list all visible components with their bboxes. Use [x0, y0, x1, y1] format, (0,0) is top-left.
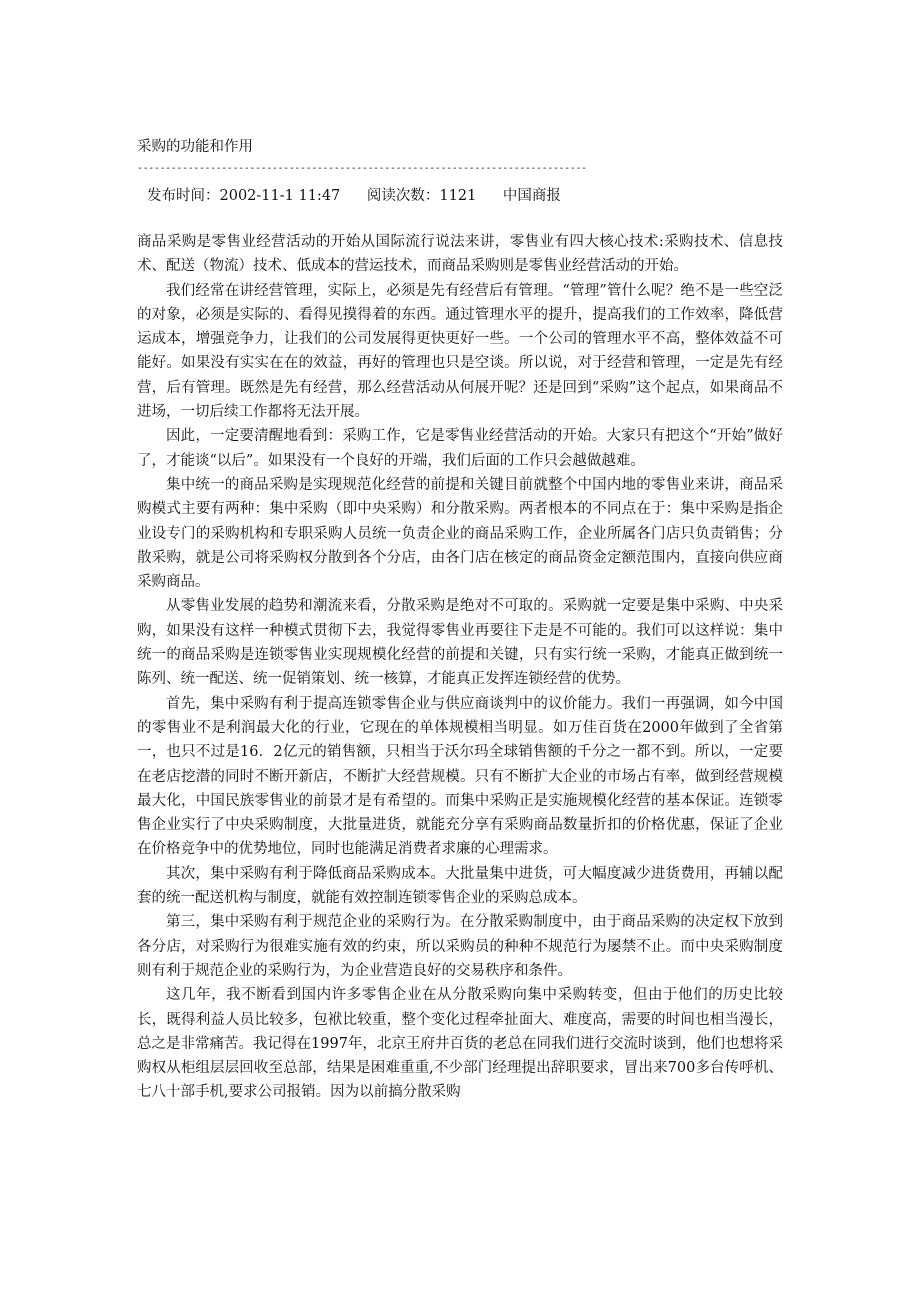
paragraph: 因此，一定要清醒地看到：采购工作，它是零售业经营活动的开始。大家只有把这个“开始”做好了，才能谈“以后”。如果没有一个良好的开端，我们后面的工作只会越做越难。: [137, 428, 783, 469]
publish-time: 发布时间：2002-11-1 11:47: [147, 188, 341, 204]
article-body: [137, 230, 783, 1105]
paragraph: 其次，集中采购有利于降低商品采购成本。大批量集中进货，可大幅度减少进货费用，再辅以配套的统一配送机构与制度，就能有效控制连锁零售企业的采购总成本。: [137, 865, 783, 907]
paragraph: 我们经常在讲经营管理，实际上，必须是先有经营后有管理。“管理”管什么呢？绝不是一些空泛的对象，必须是实际的、看得见摸得着的东西。通过管理水平的提升，提高我们的工作效率，降低营运成本，增强竞争力，让我们的公司发展得更快更好一些。一个公司的管理水平不高，整体效益不可能好。如果没有实实在在的效益，再好的管理也只是空谈。所以说，对于经营和管理，一定是先有经营，后有管理。既然是先有经营，那么经营活动从何展开呢？还是回到“采购”这个起点，如果商品不进场，一切后续工作都将无法开展。: [137, 282, 783, 421]
read-count: 阅读次数：1121: [366, 188, 477, 204]
paragraph: 集中统一的商品采购是实现规范化经营的前提和关键目前就整个中国内地的零售业来讲，商品采购模式主要有两种：集中采购（即中央采购）和分散采购。两者根本的不同点在于：集中采购是指企业设专门的采购机构和专职采购人员统一负责企业的商品采购工作，企业所属各门店只负责销售；分散采购，就是公司将采购权分散到各个分店，由各门店在核定的商品资金定额范围内，直接向供应商采购商品。: [137, 476, 783, 591]
article-source: 中国商报: [502, 188, 561, 204]
paragraph: 这几年，我不断看到国内许多零售企业在从分散采购向集中采购转变，但由于他们的历史比较长，既得利益人员比较多，包袱比较重，整个变化过程牵扯面大、难度高，需要的时间也相当漫长，总之是非常痛苦。我记得在1997年，北京王府井百货的老总在同我们进行交流时谈到，他们也想将采购权从柜组层层回收至总部，结果是困难重重,不少部门经理提出辞职要求，冒出来700多台传呼机、七八十部手机,要求公司报销。因为以前搞分散采购: [137, 987, 783, 1101]
article-meta: [147, 185, 583, 207]
paragraph: 商品采购是零售业经营活动的开始从国际流行说法来讲，零售业有四大核心技术:采购技术、信息技术、配送（物流）技术、低成本的营运技术，而商品采购则是零售业经营活动的开始。: [137, 234, 783, 275]
paragraph: 从零售业发展的趋势和潮流来看，分散采购是绝对不可取的。采购就一定要是集中采购、中央采购，如果没有这样一种模式贯彻下去，我觉得零售业再要往下走是不可能的。我们可以这样说：集中统一的商品采购是连锁零售业实现规模化经营的前提和关键，只有实行统一采购，才能真正做到统一陈列、统一配送、统一促销策划、统一核算，才能真正发挥连锁经营的优势。: [137, 598, 783, 688]
paragraph: 第三，集中采购有利于规范企业的采购行为。在分散采购制度中，由于商品采购的决定权下放到各分店，对采购行为很难实施有效的约束，所以采购员的种种不规范行为屡禁不止。而中央采购制度则有利于规范企业的采购行为，为企业营造良好的交易秩序和条件。: [137, 914, 783, 979]
article-title: 采购的功能和作用: [137, 139, 253, 155]
paragraph: 首先，集中采购有利于提高连锁零售企业与供应商谈判中的议价能力。我们一再强调，如今中国的零售业不是利润最大化的行业，它现在的单体规模相当明显。如万佳百货在2000年做到了全省第一，也只不过是16．2亿元的销售额，只相当于沃尔玛全球销售额的千分之一都不到。所以，一定要在老店挖潜的同时不断开新店，不断扩大经营规模。只有不断扩大企业的市场占有率，做到经营规模最大化，中国民族零售业的前景才是有希望的。而集中采购正是实施规模化经营的基本保证。连锁零售企业实行了中央采购制度，大批量进货，就能充分享有采购商品数量折扣的价格优惠，保证了企业在价格竞争中的优势地位，同时也能满足消费者求廉的心理需求。: [137, 695, 783, 858]
separator-line: --------------------------------------------------------------------------------: [137, 163, 587, 174]
